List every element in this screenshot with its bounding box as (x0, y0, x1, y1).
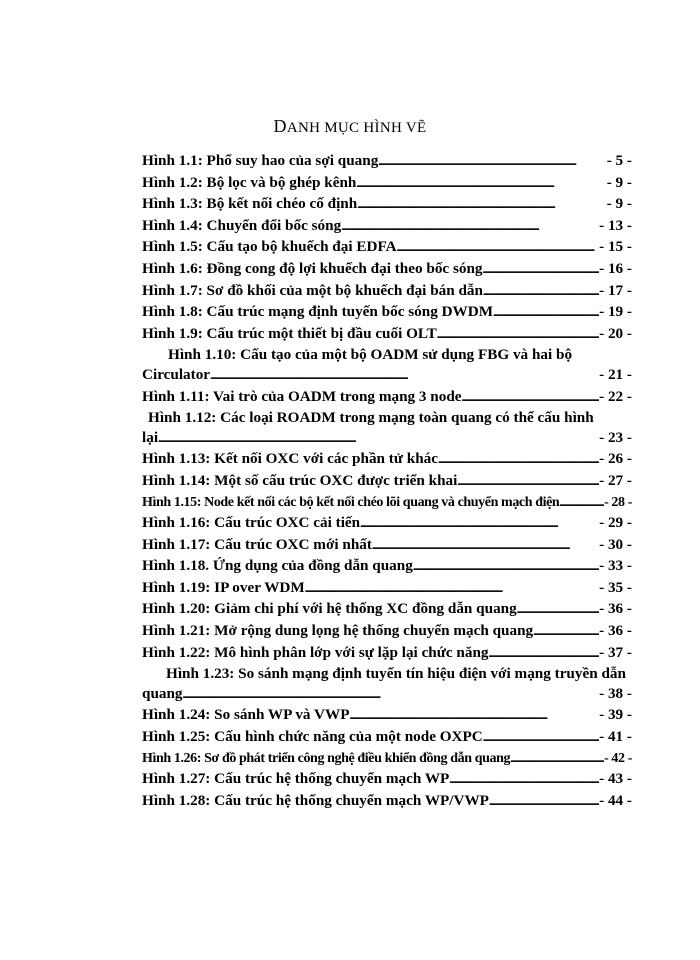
list-item (142, 345, 632, 386)
entry-first-line: Hình 1.10: Cấu tạo của một bộ OADM sử dụng FBG và hai bộ (168, 346, 573, 364)
entry-label: lại (142, 428, 159, 446)
entry-label: Hình 1.7: Sơ đồ khối của một bộ khuếch đại bán dẫn (142, 281, 483, 299)
entry-label: Hình 1.2: Bộ lọc và bộ ghép kênh (142, 173, 357, 191)
figure-list (142, 151, 632, 812)
entry-label: Hình 1.26: Sơ đồ phát triển công nghệ điều khiển đồng dẫn quang (142, 750, 511, 766)
list-item (142, 621, 632, 643)
list-item (142, 664, 632, 705)
list-item (142, 643, 632, 665)
entry-page: - 13 - (599, 216, 632, 234)
title-initial: D (273, 116, 287, 136)
dot-leader (483, 261, 600, 281)
page-title (0, 116, 700, 137)
entry-page: - 42 - (604, 750, 632, 766)
dot-leader (483, 283, 599, 303)
entry-page: - 9 - (606, 195, 632, 213)
title-rest: ANH MỤC HÌNH VẼ (286, 120, 427, 136)
entry-page: - 21 - (599, 365, 632, 383)
entry-label: Hình 1.27: Cấu trúc hệ thống chuyển mạch WP (142, 770, 450, 788)
entry-label: Hình 1.13: Kết nối OXC với các phần tử khác (142, 450, 438, 468)
dot-leader (483, 729, 599, 749)
entry-page: - 9 - (606, 173, 632, 191)
dot-leader (372, 537, 599, 557)
entry-label: Hình 1.19: IP over WDM (142, 578, 305, 596)
list-item (142, 705, 632, 727)
entry-page: - 26 - (599, 450, 632, 468)
entry-label: Hình 1.24: So sánh WP và VWP (142, 706, 350, 724)
list-item (142, 302, 632, 324)
entry-page: - 23 - (599, 428, 632, 446)
entry-page: - 27 - (599, 471, 632, 489)
list-item (142, 216, 632, 238)
entry-page: - 19 - (599, 303, 632, 321)
list-item (142, 194, 632, 216)
entry-label: Hình 1.18. Ứng dụng của đồng dẫn quang (142, 557, 413, 575)
entry-label: Hình 1.9: Cấu trúc một thiết bị đầu cuối OLT (142, 324, 437, 342)
list-item (142, 151, 632, 173)
entry-label: Hình 1.1: Phổ suy hao của sợi quang (142, 152, 379, 169)
dot-leader (341, 218, 599, 238)
dot-leader (493, 304, 599, 324)
entry-label: Circulator (142, 365, 211, 383)
dot-leader (183, 686, 600, 706)
list-item (142, 387, 632, 409)
entry-first-line: Hình 1.23: So sánh mạng định tuyến tín hiệu điện với mạng truyền dẫn (166, 665, 626, 683)
dot-leader (158, 430, 599, 450)
list-item (142, 173, 632, 195)
list-item (142, 449, 632, 471)
entry-label: Hình 1.16: Cấu trúc OXC cải tiến (142, 514, 361, 532)
entry-label: quang (142, 684, 183, 702)
entry-page: - 29 - (599, 514, 632, 532)
entry-page: - 37 - (599, 643, 632, 661)
entry-page: - 33 - (599, 557, 632, 575)
entry-label: Hình 1.5: Cấu tạo bộ khuếch đại EDFA (142, 238, 397, 256)
dot-leader (517, 601, 599, 621)
dot-leader (349, 707, 599, 727)
list-item (142, 749, 632, 770)
entry-label: Hình 1.22: Mô hình phân lớp với sự lặp lại chức năng (142, 643, 489, 661)
list-item (142, 471, 632, 493)
dot-leader (489, 645, 600, 665)
entry-page: - 5 - (606, 152, 632, 169)
dot-leader (533, 623, 599, 643)
list-item (142, 578, 632, 600)
list-item (142, 493, 632, 514)
dot-leader (413, 558, 599, 578)
dot-leader (449, 771, 599, 791)
list-item (142, 599, 632, 621)
entry-label: Hình 1.21: Mở rộng dung lọng hệ thống chuyển mạch quang (142, 622, 534, 640)
dot-leader (457, 473, 599, 493)
entry-page: - 44 - (599, 791, 632, 809)
entry-label: Hình 1.17: Cấu trúc OXC mới nhất (142, 535, 372, 553)
entry-page: - 41 - (599, 728, 632, 746)
entry-label: Hình 1.4: Chuyển đổi bốc sóng (142, 216, 342, 234)
entry-label: Hình 1.20: Giảm chi phí với hệ thống XC đồng dẫn quang (142, 600, 517, 618)
dot-leader (397, 239, 600, 259)
entry-label: Hình 1.8: Cấu trúc mạng định tuyến bốc sóng DWDM (142, 303, 494, 321)
list-item (142, 556, 632, 578)
entry-page: - 36 - (599, 622, 632, 640)
entry-label: Hình 1.3: Bộ kết nối chéo cố định (142, 195, 358, 213)
entry-page: - 20 - (599, 324, 632, 342)
dot-leader (378, 153, 606, 173)
list-item (142, 259, 632, 281)
entry-page: - 35 - (599, 578, 632, 596)
dot-leader (510, 750, 604, 770)
dot-leader (356, 175, 606, 195)
dot-leader (462, 389, 600, 409)
dot-leader (489, 793, 599, 813)
entry-page: - 39 - (599, 706, 632, 724)
list-item (142, 324, 632, 346)
dot-leader (559, 494, 604, 514)
entry-page: - 38 - (599, 684, 632, 702)
entry-first-line: Hình 1.12: Các loại ROADM trong mạng toàn quang có thể cấu hình (148, 409, 594, 427)
list-item (142, 769, 632, 791)
dot-leader (305, 580, 599, 600)
entry-page: - 30 - (599, 535, 632, 553)
entry-page: - 28 - (604, 494, 632, 510)
entry-label: Hình 1.15: Node kết nối các bộ kết nối chéo lõi quang và chuyển mạch điện (142, 494, 560, 510)
list-item (142, 408, 632, 449)
entry-page: - 36 - (599, 600, 632, 618)
entry-label: Hình 1.25: Cấu hình chức năng của một node OXPC (142, 728, 483, 746)
dot-leader (438, 451, 599, 471)
dot-leader (357, 196, 606, 216)
list-item (142, 535, 632, 557)
dot-leader (437, 326, 599, 346)
list-item (142, 281, 632, 303)
list-item (142, 727, 632, 749)
entry-page: - 15 - (599, 238, 632, 256)
list-item (142, 791, 632, 813)
entry-label: Hình 1.28: Cấu trúc hệ thống chuyển mạch WP/VWP (142, 791, 489, 809)
dot-leader (360, 515, 599, 535)
list-item (142, 237, 632, 259)
entry-page: - 43 - (599, 770, 632, 788)
list-item (142, 513, 632, 535)
entry-label: Hình 1.6: Đồng cong độ lợi khuếch đại theo bốc sóng (142, 259, 483, 277)
dot-leader (210, 367, 599, 387)
entry-page: - 22 - (599, 387, 632, 405)
entry-label: Hình 1.14: Một số cấu trúc OXC được triển khai (142, 471, 458, 489)
entry-label: Hình 1.11: Vai trò của OADM trong mạng 3 node (142, 387, 462, 405)
entry-page: - 16 - (599, 259, 632, 277)
entry-page: - 17 - (599, 281, 632, 299)
